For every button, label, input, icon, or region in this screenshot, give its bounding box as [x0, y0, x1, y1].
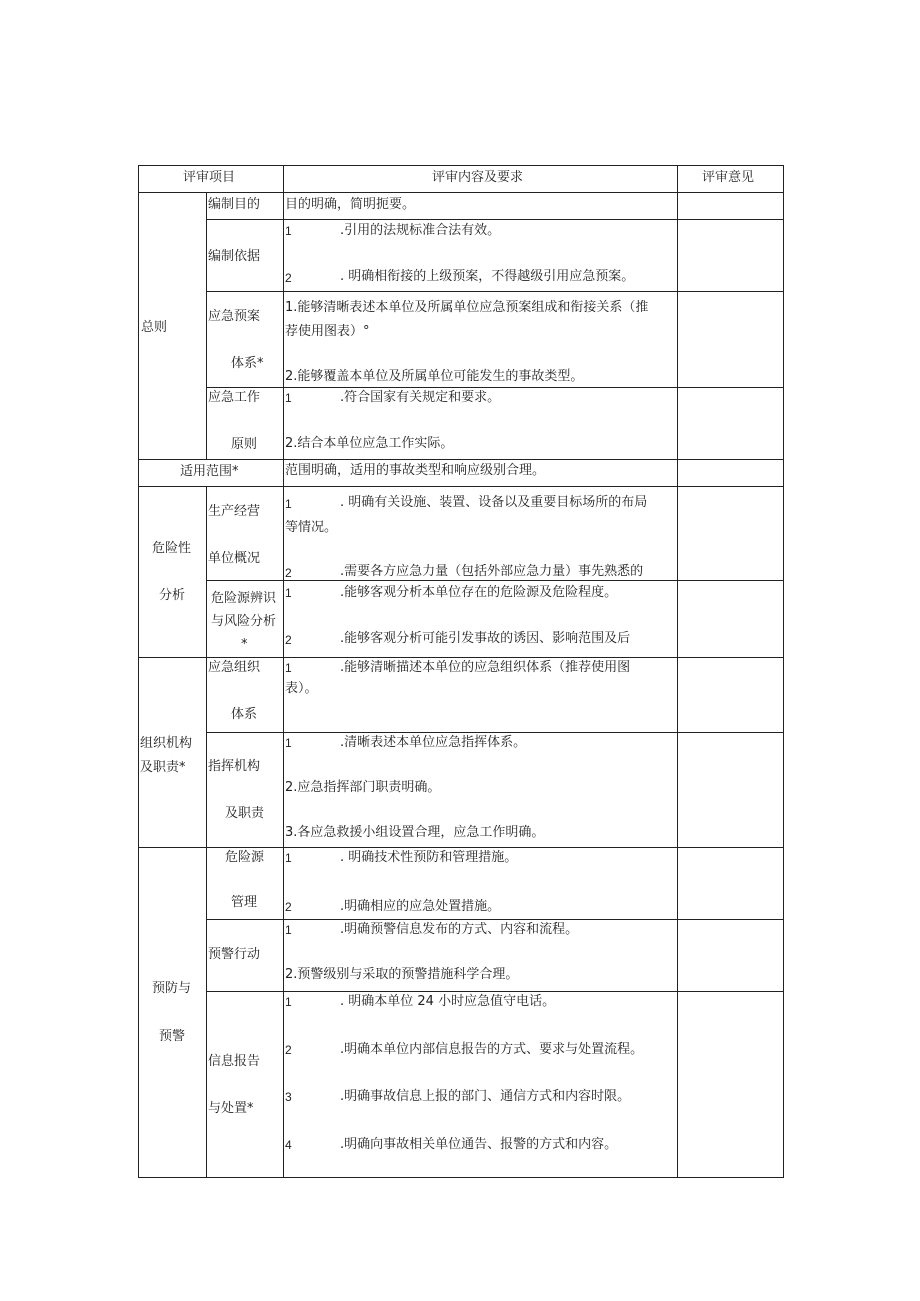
header-opinion-label: 评审意见 — [702, 170, 755, 185]
sub-overview-label-2: 单位概况 — [208, 551, 261, 566]
opinion-risk-cell[interactable] — [677, 580, 784, 658]
opinion-source-cell[interactable] — [677, 847, 784, 920]
content-risk-cell — [283, 580, 678, 658]
section-hazard-cell — [138, 486, 207, 658]
sub-plan-system-label-2: 体系* — [231, 356, 264, 371]
opinion-basis-cell[interactable] — [677, 219, 784, 292]
sub-source-label-1: 危险源 — [225, 850, 265, 865]
header-content-label: 评审内容及要求 — [432, 170, 524, 185]
opinion-emergency-org-cell[interactable] — [677, 657, 784, 733]
content-scope-text: 范围明确，适用的事故类型和响应级别合理。 — [285, 463, 546, 478]
content-overview-line-1b: 等情况。 — [285, 520, 338, 535]
content-warning-line-2: 2.预警级别与采取的预警措施科学合理。 — [285, 967, 519, 982]
section-prevention-label-1: 预防与 — [152, 981, 192, 996]
opinion-plan-system-cell[interactable] — [677, 291, 784, 388]
section-organization-cell — [138, 657, 207, 848]
section-prevention-label-2: 预警 — [159, 1029, 186, 1044]
sub-report-cell — [206, 991, 284, 1178]
sub-principle-label-1: 应急工作 — [208, 390, 261, 405]
sub-purpose-cell — [206, 192, 284, 220]
header-item-label: 评审项目 — [183, 170, 236, 185]
content-report-line-3: .明确事故信息上报的部门、通信方式和内容时限。 — [340, 1089, 631, 1104]
content-emergency-org-cell — [283, 657, 678, 733]
sub-overview-cell — [206, 486, 284, 581]
content-plan-system-line-2: 2.能够覆盖本单位及所属单位可能发生的事故类型。 — [285, 369, 584, 384]
sub-risk-label-2: 与风险分析 — [211, 614, 277, 629]
opinion-overview-cell[interactable] — [677, 486, 784, 581]
sub-basis-cell — [206, 219, 284, 292]
content-plan-system-cell — [283, 291, 678, 388]
content-basis-cell — [283, 219, 678, 292]
content-principle-cell — [283, 387, 678, 460]
content-emergency-org-line-1b: 表）。 — [285, 681, 318, 696]
sub-command-label-2: 及职责 — [225, 806, 265, 821]
content-command-line-3: 3.各应急救援小组设置合理，应急工作明确。 — [285, 825, 545, 840]
section-scope-cell — [138, 459, 284, 487]
sub-basis-label: 编制依据 — [208, 249, 261, 264]
sub-report-label-1: 信息报告 — [208, 1054, 261, 1069]
line-number: 1 — [285, 995, 292, 1009]
content-command-cell — [283, 732, 678, 848]
section-organization-label-1: 组织机构 — [140, 736, 193, 751]
sub-warning-cell — [206, 919, 284, 992]
content-source-line-1: . 明确技术性预防和管理措施。 — [340, 850, 518, 865]
content-basis-line-2: . 明确相衔接的上级预案，不得越级引用应急预案。 — [340, 269, 635, 284]
content-scope-cell — [283, 459, 678, 487]
line-number: 1 — [285, 736, 292, 750]
content-basis-line-1: .引用的法规标准合法有效。 — [340, 223, 501, 238]
sub-emergency-org-label-1: 应急组织 — [208, 660, 261, 675]
sub-principle-label-2: 原则 — [231, 437, 258, 452]
line-number: 1 — [285, 586, 292, 600]
opinion-warning-cell[interactable] — [677, 919, 784, 992]
content-command-line-1: .清晰表述本单位应急指挥体系。 — [340, 735, 527, 750]
line-number: 2 — [285, 271, 292, 285]
opinion-scope-cell[interactable] — [677, 459, 784, 487]
opinion-command-cell[interactable] — [677, 732, 784, 848]
sub-source-cell — [206, 847, 284, 920]
content-risk-line-1: .能够客观分析本单位存在的危险源及危险程度。 — [340, 585, 618, 600]
content-principle-line-1: .符合国家有关规定和要求。 — [340, 390, 501, 405]
content-plan-system-line-1a: 1.能够清晰表述本单位及所属单位应急预案组成和衔接关系（推 — [285, 300, 649, 315]
section-organization-label-2: 及职责* — [140, 760, 186, 775]
line-number: 1 — [285, 497, 292, 511]
opinion-report-cell[interactable] — [677, 991, 784, 1178]
sub-source-label-2: 管理 — [231, 895, 258, 910]
content-purpose-cell — [283, 192, 678, 220]
content-report-line-4: .明确向事故相关单位通告、报警的方式和内容。 — [340, 1137, 618, 1152]
sub-purpose-label: 编制目的 — [208, 197, 261, 212]
section-scope-label: 适用范围* — [180, 464, 239, 479]
content-overview-line-2: .需要各方应急力量（包括外部应急力量）事先熟悉的 — [340, 564, 644, 579]
sub-plan-system-cell — [206, 291, 284, 388]
content-source-line-2: .明确相应的应急处置措施。 — [340, 899, 501, 914]
line-number: 2 — [285, 566, 292, 580]
sub-emergency-org-label-2: 体系 — [231, 707, 258, 722]
content-principle-line-2: 2.结合本单位应急工作实际。 — [285, 436, 454, 451]
content-plan-system-line-1b: 荐使用图表）° — [285, 324, 370, 339]
section-hazard-label-2: 分析 — [159, 588, 186, 603]
content-report-line-2: .明确本单位内部信息报告的方式、要求与处置流程。 — [340, 1042, 644, 1057]
section-prevention-cell — [138, 847, 207, 1178]
sub-plan-system-label-1: 应急预案 — [208, 309, 261, 324]
content-risk-line-2: .能够客观分析可能引发事故的诱因、影响范围及后 — [340, 631, 631, 646]
line-number: 1 — [285, 851, 292, 865]
sub-report-label-2: 与处置* — [208, 1101, 254, 1116]
section-hazard-label-1: 危险性 — [152, 541, 192, 556]
sub-command-label-1: 指挥机构 — [208, 759, 261, 774]
sub-risk-label-3: * — [241, 637, 248, 652]
line-number: 2 — [285, 900, 292, 914]
sub-emergency-org-cell — [206, 657, 284, 733]
line-number: 2 — [285, 1043, 292, 1057]
line-number: 3 — [285, 1090, 292, 1104]
line-number: 2 — [285, 633, 292, 647]
sub-warning-label: 预警行动 — [208, 947, 261, 962]
sub-overview-label-1: 生产经营 — [208, 504, 261, 519]
section-general-cell — [138, 192, 207, 460]
content-command-line-2: 2.应急指挥部门职责明确。 — [285, 780, 441, 795]
line-number: 1 — [285, 224, 292, 238]
content-source-cell — [283, 847, 678, 920]
content-report-line-1: . 明确本单位 24 小时应急值守电话。 — [340, 994, 556, 1009]
opinion-purpose-cell[interactable] — [677, 192, 784, 220]
sub-risk-cell — [206, 580, 284, 658]
content-purpose-text: 目的明确，简明扼要。 — [285, 197, 416, 212]
content-report-cell — [283, 991, 678, 1178]
sub-command-cell — [206, 732, 284, 848]
content-overview-line-1a: . 明确有关设施、装置、设备以及重要目标场所的布局 — [340, 495, 648, 510]
line-number: 1 — [285, 661, 292, 675]
content-warning-cell — [283, 919, 678, 992]
line-number: 1 — [285, 391, 292, 405]
content-warning-line-1: .明确预警信息发布的方式、内容和流程。 — [340, 922, 579, 937]
header-opinion-cell — [677, 165, 784, 193]
line-number: 1 — [285, 923, 292, 937]
header-content-cell — [283, 165, 678, 193]
section-general-label: 总则 — [141, 320, 168, 335]
sub-principle-cell — [206, 387, 284, 460]
header-item-cell — [138, 165, 284, 193]
sub-risk-label-1: 危险源辨识 — [211, 591, 277, 606]
content-overview-cell — [283, 486, 678, 581]
line-number: 4 — [285, 1138, 292, 1152]
opinion-principle-cell[interactable] — [677, 387, 784, 460]
content-emergency-org-line-1a: .能够清晰描述本单位的应急组织体系（推荐使用图 — [340, 660, 631, 675]
